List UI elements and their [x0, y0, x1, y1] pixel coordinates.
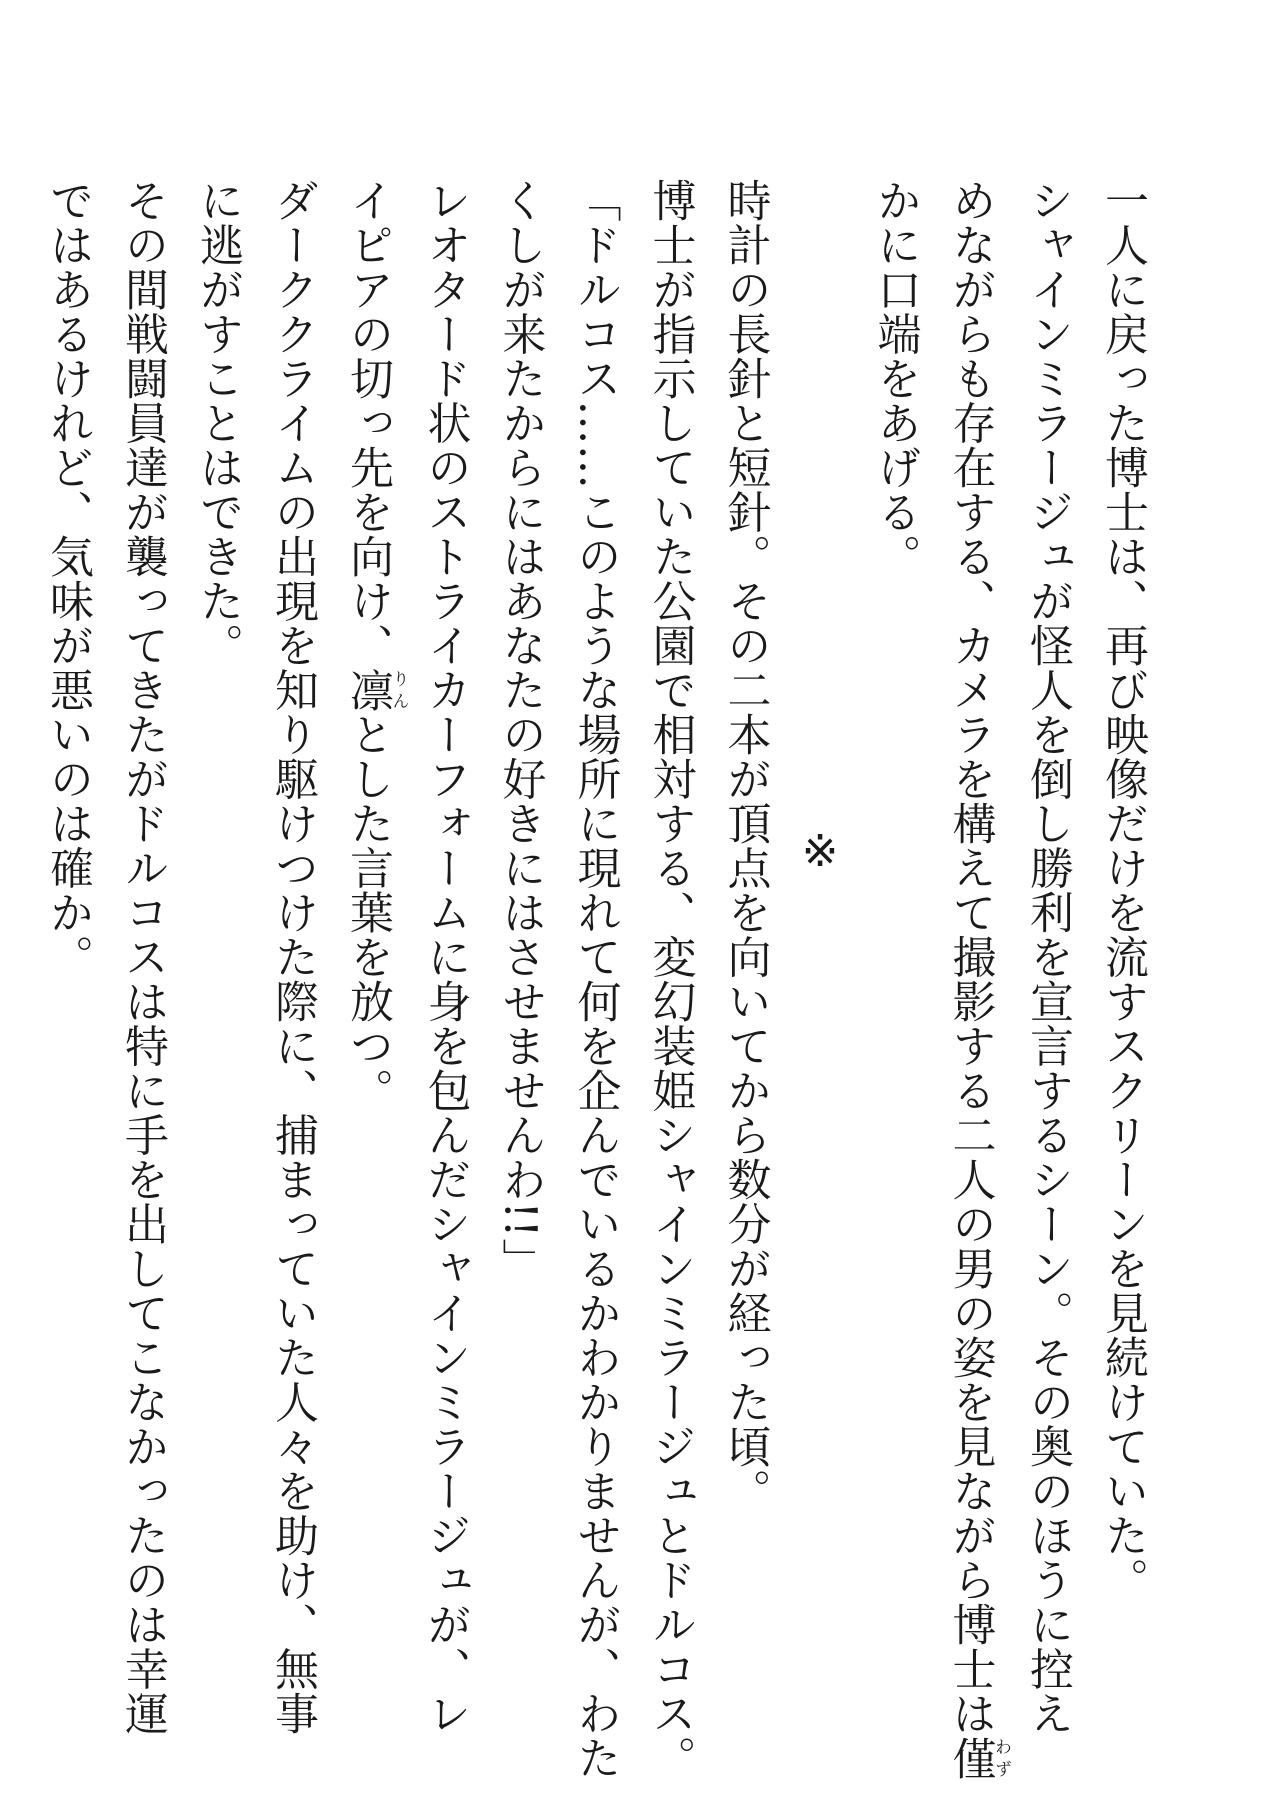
text-line: に逃がすことはできた。: [192, 178, 243, 668]
section-break-mark: ※: [794, 826, 846, 878]
text-line: レオタード状のストライカーフォームに身を包んだシャインミラージュが、レ: [419, 178, 471, 1736]
ruby-reading: りん: [388, 667, 409, 712]
text-segment: とした言葉を放つ。: [342, 712, 393, 1113]
text-line: 時計の長針と短針。その二本が頂点を向いてから数分が経った頃。: [719, 178, 771, 1513]
text-line: 博士が指示していた公園で相対する、変幻装姫シャインミラージュとドルコス。: [644, 178, 696, 1780]
vertical-text-body: [42, 178, 1160, 1780]
text-line: くしが来たからにはあなたの好きにはさせませんわ!!」: [494, 178, 546, 1283]
text-line: その間戦闘員達が襲ってきたがドルコスは特に手を出してこなかったのは幸運: [117, 178, 168, 1736]
text-segment: イピアの切っ先を向け、: [342, 178, 393, 668]
ruby-base: 僅: [944, 1735, 996, 1780]
text-line: かに口端をあげる。: [869, 178, 921, 579]
ruby-word: [342, 667, 409, 713]
text-segment: めながらも存在する、カメラを構えて撮影する二人の男の姿を見ながら博士は: [944, 178, 996, 1736]
text-line: 一人に戻った博士は、再び映像だけを流すスクリーンを見続けていた。: [1097, 178, 1148, 1602]
text-line: ダーククライムの出現を知り駆けつけた際に、捕まっていた人々を助け、無事: [267, 178, 318, 1736]
ruby-word: [944, 1735, 1011, 1781]
text-line: シャインミラージュが怪人を倒し勝利を宣言するシーン。その奥のほうに控え: [1022, 178, 1073, 1736]
ruby-base: 凛: [342, 667, 393, 712]
text-line: ではあるけれど、気味が悪いのは確か。: [42, 178, 93, 979]
text-line: [933, 178, 1011, 1780]
text-line: [330, 178, 408, 1738]
text-line: 「ドルコス……このような場所に現れて何を企んでいるかわかりませんが、わた: [569, 178, 621, 1780]
ruby-reading: わず: [991, 1735, 1011, 1780]
